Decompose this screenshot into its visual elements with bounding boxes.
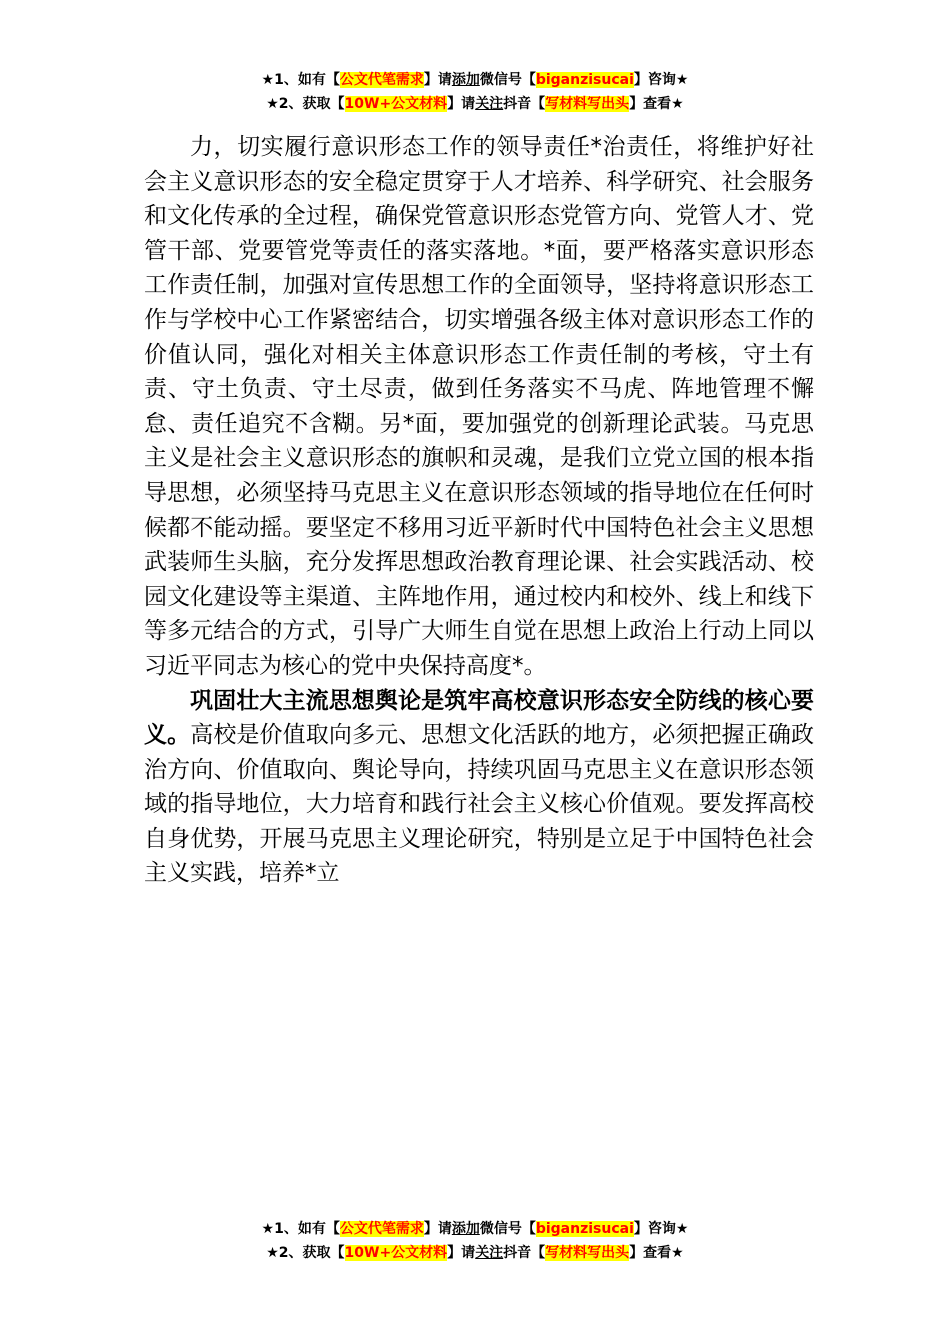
banner-highlight: biganzisucai [535, 1221, 634, 1237]
banner-underline: 关注 [475, 96, 504, 112]
banner-highlight: biganzisucai [535, 72, 634, 88]
banner-text: 】咨询★ [633, 72, 689, 88]
banner-text: 】请 [423, 72, 452, 88]
banner-line-1 [0, 1217, 950, 1241]
banner-text: 抖音【 [503, 1245, 546, 1261]
banner-highlight: 写材料写出头 [545, 96, 630, 112]
banner-underline: 关注 [475, 1245, 504, 1261]
banner-text: 微信号【 [479, 72, 536, 88]
banner-text: 】请 [423, 1221, 452, 1237]
banner-text: 抖音【 [503, 96, 546, 112]
banner-text: 微信号【 [479, 1221, 536, 1237]
banner-text: 】查看★ [629, 1245, 684, 1261]
banner-text: ★1、如有【 [261, 1221, 340, 1237]
banner-text: ★2、获取【 [266, 1245, 345, 1261]
banner-text: 】请 [447, 96, 476, 112]
paragraph-2-text: 高校是价值取向多元、思想文化活跃的地方，必须把握正确政治方向、价值取向、舆论导向，持续巩固马克思主义在意识形态领域的指导地位，大力培育和践行社会主义核心价值观。要发挥高校自身优势，开展马克思主义理论研究，特别是立足于中国特色社会主义实践，培养*立 [144, 722, 815, 887]
banner-highlight: 公文代笔需求 [339, 72, 424, 88]
paragraph-2 [144, 684, 814, 892]
banner-text: 】查看★ [629, 96, 684, 112]
banner-text: 】请 [447, 1245, 476, 1261]
banner-text: ★2、获取【 [266, 96, 345, 112]
banner-highlight: 公文代笔需求 [339, 1221, 424, 1237]
banner-text: ★1、如有【 [261, 72, 340, 88]
banner-line-1 [0, 68, 950, 92]
document-body [144, 130, 814, 891]
banner-highlight: 写材料写出头 [545, 1245, 630, 1261]
banner-text: 】咨询★ [633, 1221, 689, 1237]
footer-banner [0, 1217, 950, 1265]
banner-highlight: 10W+公文材料 [344, 96, 448, 112]
paragraph-1: 力，切实履行意识形态工作的领导责任*治责任，将维护好社会主义意识形态的安全稳定贯穿于人才培养、科学研究、社会服务和文化传承的全过程，确保党管意识形态党管方向、党管人才、党管干部、党要管党等责任的落实落地。*面，要严格落实意识形态工作责任制，加强对宣传思想工作的全面领导，坚持将意识形态工作与学校中心工作紧密结合，切实增强各级主体对意识形态工作的价值认同，强化对相关主体意识形态工作责任制的考核，守土有责、守土负责、守土尽责，做到任务落实不马虎、阵地管理不懈怠、责任追究不含糊。另*面，要加强党的创新理论武装。马克思主义是社会主义意识形态的旗帜和灵魂，是我们立党立国的根本指导思想，必须坚持马克思主义在意识形态领域的指导地位在任何时候都不能动摇。要坚定不移用习近平新时代中国特色社会主义思想武装师生头脑，充分发挥思想政治教育理论课、社会实践活动、校园文化建设等主渠道、主阵地作用，通过校内和校外、线上和线下等多元结合的方式，引导广大师生自觉在思想上政治上行动上同以习近平同志为核心的党中央保持高度*。 [144, 134, 814, 679]
header-banner [0, 68, 950, 116]
banner-underline: 添加 [451, 1221, 480, 1237]
banner-underline: 添加 [451, 72, 480, 88]
banner-line-2 [0, 92, 950, 116]
banner-line-2 [0, 1241, 950, 1265]
banner-highlight: 10W+公文材料 [344, 1245, 448, 1261]
paragraph-2-heading: 巩固壮大主流思想舆论是筑牢高校意识形态安全防线的核心要义。 [144, 687, 814, 749]
